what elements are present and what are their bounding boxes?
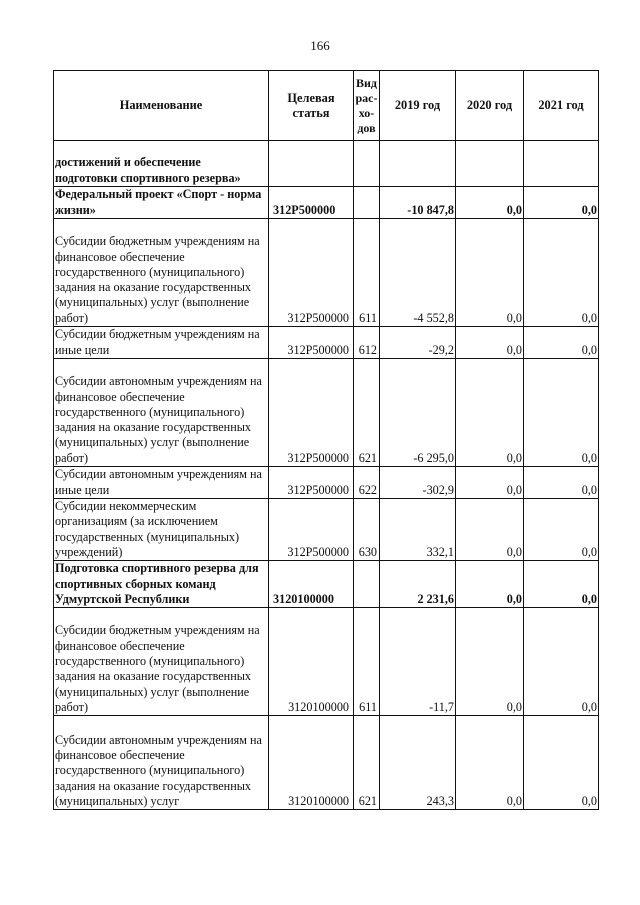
- row-2021: [524, 141, 599, 187]
- row-2021: 0,0: [524, 219, 599, 327]
- table-row: [54, 359, 599, 467]
- row-name: Федеральный проект «Спорт - норма жизни»: [54, 187, 269, 219]
- row-2020: 0,0: [456, 187, 524, 219]
- row-2021: 0,0: [524, 499, 599, 561]
- row-name: Субсидии автономным учреждениям на финансовое обеспечение государственного (муниципального) задания на оказание государственных (муниципальных) услуг (выполнение работ): [54, 359, 269, 467]
- table-row: [54, 499, 599, 561]
- row-name: Субсидии бюджетным учреждениям на финансовое обеспечение государственного (муниципального) задания на оказание государственных (муниципальных) услуг (выполнение работ): [54, 219, 269, 327]
- row-name: Субсидии автономным учреждениям на финансовое обеспечение государственного (муниципального) задания на оказание государственных (муниципальных) услуг: [54, 716, 269, 810]
- row-code: 312P500000: [269, 327, 354, 359]
- row-kind: 630: [354, 499, 380, 561]
- table-row: [54, 561, 599, 608]
- row-name: Субсидии бюджетным учреждениям на иные цели: [54, 327, 269, 359]
- table-row: [54, 141, 599, 187]
- row-2020: 0,0: [456, 499, 524, 561]
- row-kind: [354, 187, 380, 219]
- header-code-line2: статья: [292, 105, 330, 120]
- row-kind: [354, 561, 380, 608]
- header-2021: 2021 год: [524, 71, 599, 141]
- row-2021: 0,0: [524, 608, 599, 716]
- row-name: Субсидии некоммерческим организациям (за исключением государственных (муниципальных) учреждений): [54, 499, 269, 561]
- row-2021: 0,0: [524, 327, 599, 359]
- header-kind-line4: дов: [357, 120, 376, 135]
- row-2019: 243,3: [380, 716, 456, 810]
- table-row: [54, 716, 599, 810]
- row-name: достижений и обеспечение подготовки спортивного резерва»: [54, 141, 269, 187]
- row-code: 312P500000: [269, 219, 354, 327]
- row-name: Субсидии автономным учреждениям на иные цели: [54, 467, 269, 499]
- row-2021: 0,0: [524, 561, 599, 608]
- row-kind: 611: [354, 219, 380, 327]
- row-2019: -10 847,8: [380, 187, 456, 219]
- header-kind-line3: хо-: [358, 105, 375, 120]
- row-2019: -302,9: [380, 467, 456, 499]
- table-row: [54, 219, 599, 327]
- row-kind: [354, 141, 380, 187]
- row-code: 312P500000: [269, 499, 354, 561]
- row-code: [269, 141, 354, 187]
- row-2020: 0,0: [456, 467, 524, 499]
- row-2021: 0,0: [524, 359, 599, 467]
- table-row: [54, 467, 599, 499]
- row-code: 3120100000: [269, 608, 354, 716]
- row-kind: 621: [354, 716, 380, 810]
- row-code: 312P500000: [269, 187, 354, 219]
- row-2019: -11,7: [380, 608, 456, 716]
- row-2020: 0,0: [456, 219, 524, 327]
- header-kind-line1: Вид: [356, 75, 377, 90]
- header-name: Наименование: [54, 71, 269, 141]
- row-kind: 622: [354, 467, 380, 499]
- row-name: Подготовка спортивного резерва для спортивных сборных команд Удмуртской Республики: [54, 561, 269, 608]
- row-name: Субсидии бюджетным учреждениям на финансовое обеспечение государственного (муниципального) задания на оказание государственных (муниципальных) услуг (выполнение работ): [54, 608, 269, 716]
- table-header-row: [54, 71, 599, 141]
- header-kind-line2: рас-: [355, 90, 378, 105]
- header-code: [269, 71, 354, 141]
- row-2021: 0,0: [524, 187, 599, 219]
- row-2019: -6 295,0: [380, 359, 456, 467]
- budget-table: [53, 70, 599, 810]
- header-2020: 2020 год: [456, 71, 524, 141]
- row-2019: [380, 141, 456, 187]
- header-2019: 2019 год: [380, 71, 456, 141]
- row-kind: 621: [354, 359, 380, 467]
- header-code-line1: Целевая: [287, 90, 335, 105]
- table-row: [54, 608, 599, 716]
- row-kind: 612: [354, 327, 380, 359]
- row-2020: 0,0: [456, 561, 524, 608]
- header-kind: [354, 71, 380, 141]
- row-2020: 0,0: [456, 359, 524, 467]
- row-2019: -29,2: [380, 327, 456, 359]
- row-2019: 332,1: [380, 499, 456, 561]
- row-2021: 0,0: [524, 716, 599, 810]
- row-kind: 611: [354, 608, 380, 716]
- row-2019: -4 552,8: [380, 219, 456, 327]
- row-code: 3120100000: [269, 561, 354, 608]
- row-code: 312P500000: [269, 467, 354, 499]
- row-2020: [456, 141, 524, 187]
- table-row: [54, 187, 599, 219]
- row-2019: 2 231,6: [380, 561, 456, 608]
- row-code: 312P500000: [269, 359, 354, 467]
- row-2020: 0,0: [456, 608, 524, 716]
- row-2020: 0,0: [456, 327, 524, 359]
- row-code: 3120100000: [269, 716, 354, 810]
- table-row: [54, 327, 599, 359]
- row-2020: 0,0: [456, 716, 524, 810]
- page-number: 166: [310, 38, 330, 53]
- row-2021: 0,0: [524, 467, 599, 499]
